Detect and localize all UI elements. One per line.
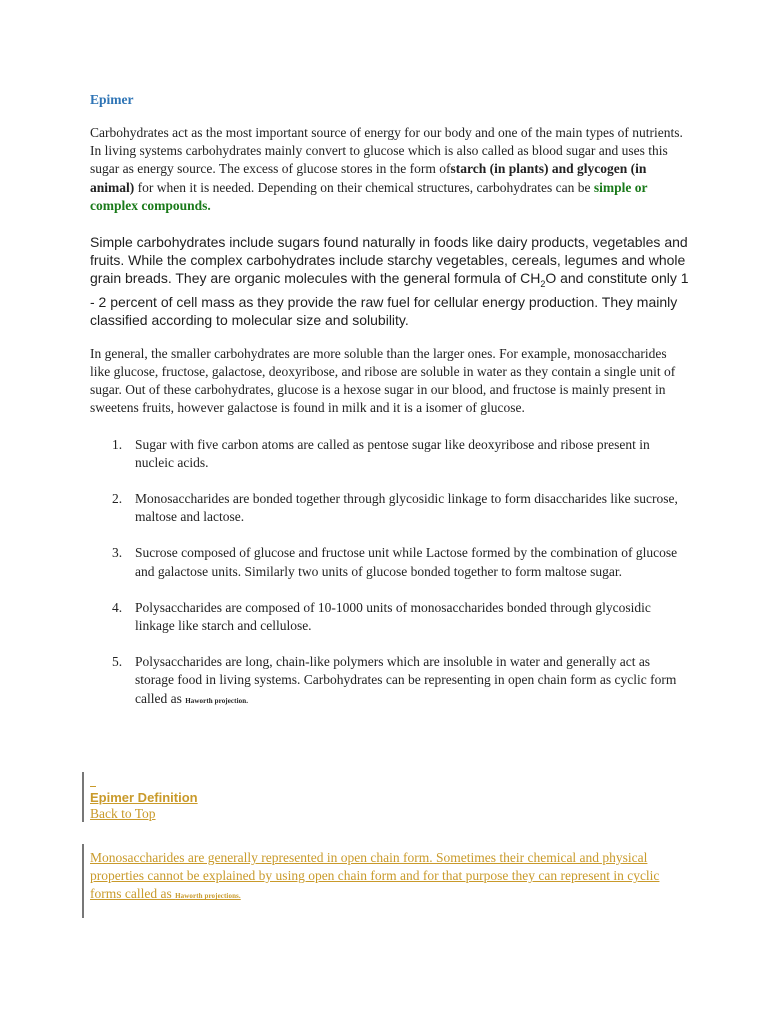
link-tick bbox=[90, 786, 96, 787]
list-number: 2. bbox=[112, 491, 123, 507]
list-number: 1. bbox=[112, 436, 123, 452]
back-to-top-wrap bbox=[90, 805, 156, 823]
list-item bbox=[90, 490, 690, 526]
haworth-label: Haworth projection. bbox=[185, 696, 249, 705]
list-text: Polysaccharides are composed of 10-1000 units of monosaccharides bonded through glycosidic linkage like starch and cellulose. bbox=[135, 599, 651, 634]
general-paragraph: In general, the smaller carbohydrates are more soluble than the larger ones. For example, monosaccharides like glucose, fructose, galactose, deoxyribose, and ribose are soluble in water as they contain a single unit of sugar. Out of these carbohydrates, glucose is a hexose sugar in our blood, and fructose is mainly present in sweetens fruits, however galactose is found in milk and it is a isomer of glucose. bbox=[90, 345, 676, 416]
list-item bbox=[90, 544, 690, 580]
haworth-paragraph-link[interactable] bbox=[90, 849, 690, 906]
intro-bold: starch (in plants) and glycogen (in animal) bbox=[90, 161, 647, 195]
list-item bbox=[90, 436, 690, 472]
list-text: Sucrose composed of glucose and fructose unit while Lactose formed by the combination of glucose and galactose units. Similarly two units of glucose bonded together to form maltose sugar. bbox=[135, 545, 678, 579]
intro-text-2: for when it is needed. Depending on their chemical structures, carbohydrates can be bbox=[134, 179, 594, 195]
list-number: 5. bbox=[112, 654, 123, 670]
document-body bbox=[90, 92, 690, 728]
simple-text-1: Simple carbohydrates include sugars found naturally in foods like dairy products, vegetables and fruits. While the complex carbohydrates include starchy vegetables, cereals, legumes and whole grain breads. They are organic molecules with the general formula of CH bbox=[90, 234, 688, 287]
list-text: Monosaccharides are bonded together through glycosidic linkage to form disaccharides like sucrose, maltose and lactose. bbox=[135, 491, 678, 525]
list-item bbox=[90, 599, 690, 635]
simple-carbs-paragraph bbox=[90, 233, 690, 329]
closing-text: Monosaccharides are generally represented in open chain form. Sometimes their chemical and physical properties cannot be explained by using open chain form and for that purpose they can represent in cyclic forms called as bbox=[90, 850, 660, 902]
list-item bbox=[90, 653, 690, 710]
intro-paragraph bbox=[90, 124, 690, 215]
list-text: Sugar with five carbon atoms are called as pentose sugar like deoxyribose and ribose present in nucleic acids. bbox=[135, 436, 650, 470]
haworth-projections-label: Haworth projections. bbox=[175, 892, 241, 901]
list-number: 3. bbox=[112, 545, 123, 561]
intro-green: simple or complex compounds. bbox=[90, 179, 648, 213]
facts-list bbox=[90, 436, 690, 710]
left-border-bar bbox=[82, 844, 84, 918]
page-title: Epimer bbox=[90, 92, 134, 107]
list-text: Polysaccharides are long, chain-like polymers which are insoluble in water and generally act as storage food in living systems. Carbohydrates can be representing in open chain form as cyclic form called as bbox=[135, 654, 677, 706]
intro-text-1: Carbohydrates act as the most important source of energy for our body and one of the main types of nutrients. In living systems carbohydrates mainly convert to glucose which is also called as blood sugar and uses this sugar as energy source. The excess of glucose stores in the form of bbox=[90, 125, 683, 177]
formula-subscript: 2 bbox=[540, 278, 546, 289]
epimer-definition-link[interactable]: Epimer Definition bbox=[90, 790, 198, 805]
list-number: 4. bbox=[112, 599, 123, 615]
back-to-top-link[interactable]: Back to Top bbox=[90, 806, 156, 821]
left-border-bar bbox=[82, 772, 84, 822]
simple-text-2: O and constitute only 1 - 2 percent of cell mass as they provide the raw fuel for cellular energy production. They mainly classified according to molecular size and solubility. bbox=[90, 270, 689, 328]
